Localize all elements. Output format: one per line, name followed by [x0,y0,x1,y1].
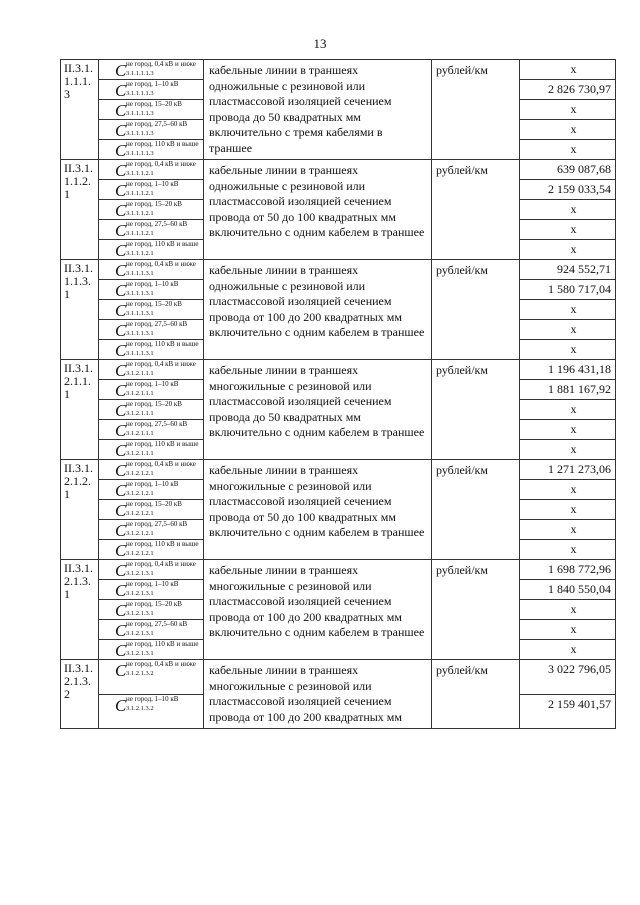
rate-subscript: 3.1.1.1.1.3 [126,70,154,77]
rate-superscript: не город, 15–20 кВ [126,500,182,508]
rate-symbol-letter: C [115,101,127,120]
rate-symbol [99,300,204,320]
section-description: кабельные линии в траншеях одножильные с резиновой или пластмассовой изоляцией сечением провода от 100 до 200 квадратных мм включительно с одним кабелем в траншее [204,260,432,360]
section-unit: рублей/км [432,560,520,660]
rate-superscript: не город, 1–10 кВ [126,180,179,188]
rate-symbol [99,420,204,440]
rate-symbol-letter: C [115,501,127,520]
rate-subscript: 3.1.2.1.3.1 [126,610,154,617]
rate-subscript: 3.1.1.1.2.1 [126,170,154,177]
rate-value: x [520,200,616,220]
rate-value: 1 881 167,92 [520,380,616,400]
rate-superscript: не город, 1–10 кВ [126,80,179,88]
table-row [61,260,616,280]
section-unit: рублей/км [432,660,520,729]
rate-symbol [99,140,204,160]
rate-symbol-letter: C [115,661,127,680]
rate-superscript: не город, 15–20 кВ [126,300,182,308]
section-code: II.3.1. 1.1.3. 1 [61,260,99,360]
rate-superscript: не город, 1–10 кВ [126,694,179,703]
rate-symbol-letter: C [115,481,127,500]
rate-symbol [99,180,204,200]
rate-symbol-letter: C [115,461,127,480]
rate-symbol [99,320,204,340]
rate-symbol-letter: C [115,601,127,620]
rate-superscript: не город, 27,5–60 кВ [126,620,188,628]
table-row [61,560,616,580]
rate-subscript: 3.1.2.1.1.1 [126,370,154,377]
rate-superscript: не город, 0,4 кВ и ниже [126,260,196,268]
rate-superscript: не город, 0,4 кВ и ниже [126,660,196,668]
section-unit: рублей/км [432,260,520,360]
rate-subscript: 3.1.2.1.1.1 [126,450,154,457]
rate-symbol [99,280,204,300]
rate-symbol-letter: C [115,221,127,240]
rate-symbol [99,620,204,640]
rate-superscript: не город, 27,5–60 кВ [126,420,188,428]
rate-subscript: 3.1.2.1.2.1 [126,470,154,477]
rate-superscript: не город, 27,5–60 кВ [126,320,188,328]
rate-superscript: не город, 110 кВ и выше [126,440,199,448]
rate-symbol [99,260,204,280]
rate-symbol-letter: C [115,121,127,140]
rate-symbol [99,120,204,140]
section-description: кабельные линии в траншеях многожильные с резиновой или пластмассовой изоляцией сечением провода от 100 до 200 квадратных мм [204,660,432,729]
rate-subscript: 3.1.1.1.3.1 [126,270,154,277]
section-unit: рублей/км [432,60,520,160]
section-description: кабельные линии в траншеях многожильные с резиновой или пластмассовой изоляцией сечением провода от 50 до 100 квадратных мм включительно с одним кабелем в траншее [204,460,432,560]
rate-superscript: не город, 0,4 кВ и ниже [126,160,196,168]
rate-symbol [99,360,204,380]
rate-subscript: 3.1.1.1.1.3 [126,90,154,97]
rate-superscript: не город, 27,5–60 кВ [126,520,188,528]
rate-subscript: 3.1.2.1.2.1 [126,490,154,497]
section-unit: рублей/км [432,360,520,460]
rate-symbol [99,640,204,660]
rate-symbol-letter: C [115,181,127,200]
tariff-table [60,59,616,729]
rate-value: x [520,520,616,540]
rate-subscript: 3.1.2.1.3.1 [126,650,154,657]
rate-value: x [520,220,616,240]
rate-value: x [520,400,616,420]
rate-value: x [520,440,616,460]
rate-subscript: 3.1.1.1.3.1 [126,350,154,357]
rate-superscript: не город, 1–10 кВ [126,480,179,488]
rate-value: x [520,140,616,160]
rate-symbol [99,440,204,460]
rate-symbol [99,220,204,240]
rate-superscript: не город, 0,4 кВ и ниже [126,60,196,68]
rate-value: 639 087,68 [520,160,616,180]
rate-subscript: 3.1.1.1.2.1 [126,230,154,237]
rate-superscript: не город, 110 кВ и выше [126,340,199,348]
rate-subscript: 3.1.1.1.3.1 [126,290,154,297]
section-description: кабельные линии в траншеях многожильные с резиновой или пластмассовой изоляцией сечением провода до 50 квадратных мм включительно с одним кабелем в траншее [204,360,432,460]
rate-value: x [520,620,616,640]
rate-value: x [520,500,616,520]
page-number: 13 [313,36,327,51]
section-unit: рублей/км [432,160,520,260]
rate-subscript: 3.1.2.1.1.1 [126,430,154,437]
rate-symbol-letter: C [115,581,127,600]
rate-subscript: 3.1.2.1.1.1 [126,390,154,397]
rate-value: x [520,480,616,500]
rate-symbol [99,160,204,180]
rate-value: x [520,300,616,320]
section-code: II.3.1. 1.1.1. 3 [61,60,99,160]
rate-value: 1 271 273,06 [520,460,616,480]
rate-superscript: не город, 110 кВ и выше [126,540,199,548]
rate-symbol [99,694,204,729]
rate-symbol-letter: C [115,201,127,220]
rate-subscript: 3.1.2.1.3.2 [126,670,154,677]
rate-symbol-letter: C [115,695,127,715]
rate-symbol-letter: C [115,261,127,280]
rate-symbol-letter: C [115,81,127,100]
rate-superscript: не город, 15–20 кВ [126,200,182,208]
rate-symbol [99,600,204,620]
rate-symbol [99,240,204,260]
rate-superscript: не город, 1–10 кВ [126,280,179,288]
rate-value: 1 840 550,04 [520,580,616,600]
rate-superscript: не город, 0,4 кВ и ниже [126,460,196,468]
rate-symbol [99,460,204,480]
rate-subscript: 3.1.2.1.3.2 [126,704,154,712]
rate-value: x [520,540,616,560]
rate-subscript: 3.1.2.1.3.1 [126,630,154,637]
section-code: II.3.1. 2.1.3. 1 [61,560,99,660]
rate-subscript: 3.1.1.1.3.1 [126,330,154,337]
rate-symbol-letter: C [115,441,127,460]
rate-subscript: 3.1.1.1.1.3 [126,150,154,157]
rate-superscript: не город, 110 кВ и выше [126,140,199,148]
rate-value: x [520,420,616,440]
rate-symbol-letter: C [115,401,127,420]
rate-value: 924 552,71 [520,260,616,280]
rate-superscript: не город, 0,4 кВ и ниже [126,360,196,368]
rate-superscript: не город, 1–10 кВ [126,380,179,388]
table-row [61,60,616,80]
rate-value: x [520,640,616,660]
rate-symbol-letter: C [115,341,127,360]
rate-superscript: не город, 110 кВ и выше [126,640,199,648]
rate-subscript: 3.1.2.1.3.1 [126,570,154,577]
rate-value: x [520,600,616,620]
rate-subscript: 3.1.2.1.1.1 [126,410,154,417]
rate-subscript: 3.1.1.1.1.3 [126,110,154,117]
table-row [61,160,616,180]
rate-subscript: 3.1.2.1.2.1 [126,550,154,557]
section-code: II.3.1. 2.1.3. 2 [61,660,99,729]
rate-symbol-letter: C [115,321,127,340]
rate-subscript: 3.1.1.1.1.3 [126,130,154,137]
rate-symbol-letter: C [115,281,127,300]
rate-superscript: не город, 27,5–60 кВ [126,120,188,128]
rate-superscript: не город, 27,5–60 кВ [126,220,188,228]
rate-superscript: не город, 15–20 кВ [126,600,182,608]
rate-value: x [520,60,616,80]
rate-subscript: 3.1.1.1.2.1 [126,190,154,197]
section-code: II.3.1. 2.1.2. 1 [61,460,99,560]
rate-value: x [520,320,616,340]
rate-symbol-letter: C [115,161,127,180]
rate-symbol-letter: C [115,61,127,80]
section-code: II.3.1. 1.1.2. 1 [61,160,99,260]
rate-superscript: не город, 15–20 кВ [126,100,182,108]
rate-symbol-letter: C [115,421,127,440]
rate-subscript: 3.1.2.1.2.1 [126,530,154,537]
table-row [61,460,616,480]
rate-symbol [99,100,204,120]
section-unit: рублей/км [432,460,520,560]
section-code: II.3.1. 2.1.1. 1 [61,360,99,460]
section-description: кабельные линии в траншеях многожильные с резиновой или пластмассовой изоляцией сечением провода от 100 до 200 квадратных мм включительно с одним кабелем в траншее [204,560,432,660]
rate-value: 3 022 796,05 [520,660,616,695]
rate-symbol-letter: C [115,241,127,260]
rate-symbol-letter: C [115,641,127,660]
rate-symbol [99,380,204,400]
rate-symbol-letter: C [115,521,127,540]
rate-subscript: 3.1.2.1.2.1 [126,510,154,517]
rate-symbol-letter: C [115,541,127,560]
rate-value: 1 698 772,96 [520,560,616,580]
rate-symbol [99,340,204,360]
rate-symbol [99,660,204,695]
rate-symbol-letter: C [115,621,127,640]
rate-symbol [99,580,204,600]
rate-value: x [520,120,616,140]
rate-subscript: 3.1.1.1.3.1 [126,310,154,317]
rate-subscript: 3.1.1.1.2.1 [126,210,154,217]
rate-symbol [99,200,204,220]
section-description: кабельные линии в траншеях одножильные с резиновой или пластмассовой изоляцией сечением провода до 50 квадратных мм включительно с тремя кабелями в траншее [204,60,432,160]
rate-value: 1 580 717,04 [520,280,616,300]
rate-value: x [520,340,616,360]
rate-value: x [520,240,616,260]
rate-value: 2 159 401,57 [520,694,616,729]
rate-superscript: не город, 110 кВ и выше [126,240,199,248]
rate-symbol-letter: C [115,561,127,580]
rate-symbol [99,80,204,100]
rate-value: 1 196 431,18 [520,360,616,380]
rate-symbol [99,540,204,560]
section-description: кабельные линии в траншеях одножильные с резиновой или пластмассовой изоляцией сечением провода от 50 до 100 квадратных мм включительно с одним кабелем в траншее [204,160,432,260]
rate-symbol [99,400,204,420]
rate-symbol [99,60,204,80]
rate-symbol [99,560,204,580]
rate-symbol-letter: C [115,361,127,380]
rate-symbol [99,520,204,540]
rate-subscript: 3.1.2.1.3.1 [126,590,154,597]
rate-symbol-letter: C [115,381,127,400]
rate-value: 2 159 033,54 [520,180,616,200]
rate-value: 2 826 730,97 [520,80,616,100]
rate-symbol [99,480,204,500]
rate-symbol-letter: C [115,141,127,160]
rate-symbol [99,500,204,520]
table-row [61,660,616,695]
rate-superscript: не город, 15–20 кВ [126,400,182,408]
rate-symbol-letter: C [115,301,127,320]
rate-value: x [520,100,616,120]
rate-superscript: не город, 0,4 кВ и ниже [126,560,196,568]
rate-superscript: не город, 1–10 кВ [126,580,179,588]
rate-subscript: 3.1.1.1.2.1 [126,250,154,257]
table-row [61,360,616,380]
